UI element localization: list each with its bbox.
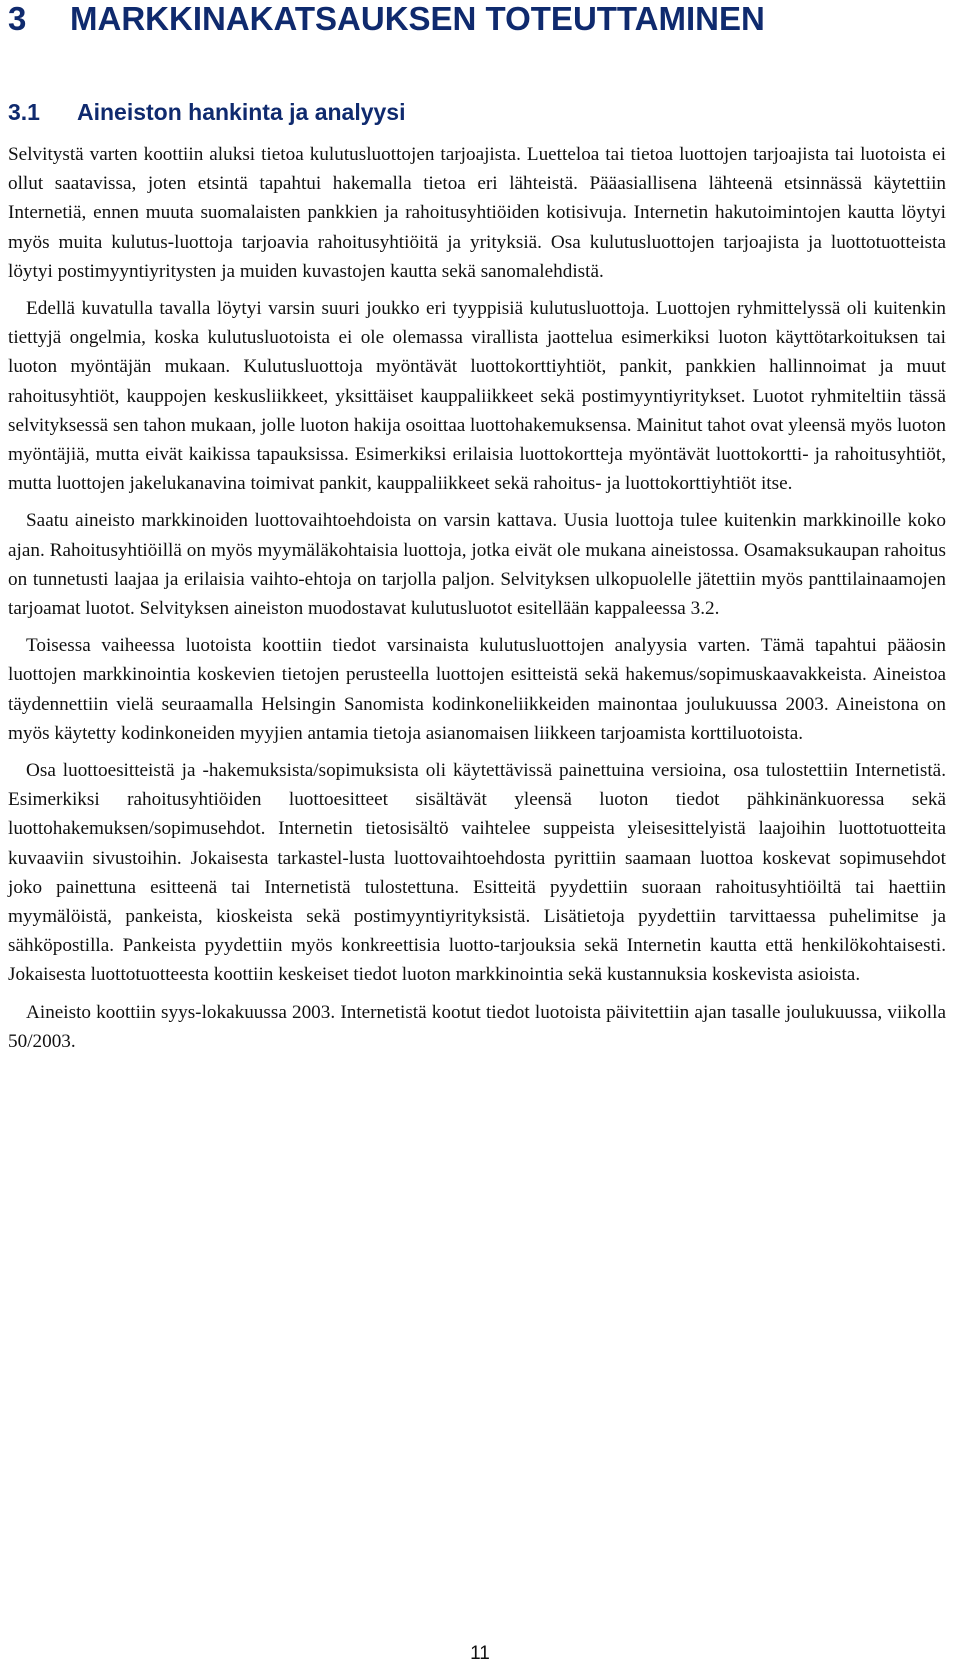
section-title: Aineiston hankinta ja analyysi	[77, 99, 406, 125]
paragraph: Edellä kuvatulla tavalla löytyi varsin suuri joukko eri tyyppisiä kulutusluottoja. Luottojen ryhmittelyssä oli kuitenkin tiettyjä ongelmia, koska kulutusluotoista ei ole olemassa virallista jaottelua esimerkiksi luoton käyttötarkoituksen tai luoton myöntäjän mukaan. Kulutusluottoja myöntävät luottokorttiyhtiöt, pankit, pankkien hallinnoimat ja muut rahoitusyhtiöt, kauppojen keskusliikkeet, yksittäiset kauppaliikkeet sekä postimyyntiyritykset. Luotot ryhmiteltiin tässä selvityksessä sen tahon mukaan, jolle luoton hakija osoittaa luottohakemuksensa. Mainitut tahot ovat yleensä myös luoton myöntäjiä, mutta eivät kaikissa tapauksissa. Esimerkiksi erilaisia luottokortteja myöntävät luottokortti- ja rahoitusyhtiöt, mutta luottojen jakelukanavina toimivat pankit, kauppaliikkeet sekä rahoitus- ja luottokorttiyhtiöt itse.	[8, 298, 946, 495]
paragraph: Aineisto koottiin syys-lokakuussa 2003. Internetistä kootut tiedot luotoista päivitettiin ajan tasalle joulukuussa, viikolla 50/2003.	[8, 1001, 946, 1052]
section-number: 3.1	[8, 99, 40, 125]
page-number: 11	[470, 1643, 490, 1664]
section-heading	[8, 97, 406, 127]
paragraph: Osa luottoesitteistä ja -hakemuksista/sopimuksista oli käytettävissä painettuina versioina, osa tulostettiin Internetistä. Esimerkiksi rahoitusyhtiöiden luottoesitteet sisältävät yleensä luoton tiedot pähkinänkuoressa sekä luottohakemuksen/sopimusehdot. Internetin tietosisältö vaihtelee suppeista yleisesittelyistä laajoihin luottotuotteita kuvaaviin sivustoihin. Jokaisesta tarkastel-lusta luottovaihtoehdosta pyrittiin saamaan luottoa koskevat sopimusehdot joko painettuna esitteenä tai Internetistä tulostettuna. Esitteitä pyydettiin suoraan rahoitusyhtiöiltä tai haettiin myymälöistä, pankeista, kioskeista sekä postimyyntiyrityksistä. Lisätietoja pyydettiin tarvittaessa puhelimitse ja sähköpostilla. Pankeista pyydettiin myös konkreettisia luotto-tarjouksia sekä Internetin kautta että henkilökohtaisesti. Jokaisesta luottotuotteesta koottiin keskeiset tiedot luoton markkinointia sekä kustannuksia koskevista asioista.	[8, 760, 946, 986]
paragraph: Selvitystä varten koottiin aluksi tietoa kulutusluottojen tarjoajista. Luetteloa tai tietoa luottojen tarjoajista tai luotoista ei ollut saatavissa, joten etsintä tapahtui hakemalla tietoa eri lähteistä. Pääasiallisena lähteenä etsinnässä käytettiin Internetiä, ennen muuta suomalaisten pankkien ja rahoitusyhtiöiden kotisivuja. Internetin hakutoimintojen kautta löytyi myös muita kulutus-luottoja tarjoavia rahoitusyhtiöitä ja yrityksiä. Osa kulutusluottojen tarjoajista ja luottotuotteista löytyi postimyyntiyritysten ja muiden kuvastojen kautta sekä sanomalehdistä.	[8, 144, 946, 282]
chapter-title: MARKKINAKATSAUKSEN TOTEUTTAMINEN	[70, 0, 765, 37]
chapter-heading	[8, 0, 765, 38]
chapter-number: 3	[8, 0, 27, 37]
paragraph: Toisessa vaiheessa luotoista koottiin tiedot varsinaista kulutusluottojen analyysia varten. Tämä tapahtui pääosin luottojen markkinointia koskevien tietojen perusteella luottojen esitteistä sekä hakemus/sopimuskaavakkeista. Aineistoa täydennettiin vielä seuraamalla Helsingin Sanomista kodinkoneliikkeiden mainontaa joulukuussa 2003. Aineistona on myös käytetty kodinkoneiden myyjien antamia tietoja asianomaisen liikkeen tarjoamista korttiluotoista.	[8, 635, 946, 744]
paragraph: Saatu aineisto markkinoiden luottovaihtoehdoista on varsin kattava. Uusia luottoja tulee kuitenkin markkinoille koko ajan. Rahoitusyhtiöillä on myös myymäläkohtaisia luottoja, jotka eivät ole mukana aineistossa. Osamaksukaupan rahoitus on tunnetusti laajaa ja erilaisia vaihto-ehtoja on tarjolla paljon. Selvityksen ulkopuolelle jätettiin myös panttilainaamojen tarjoamat luotot. Selvityksen aineiston muodostavat kulutusluotot esitellään kappaleessa 3.2.	[8, 510, 946, 620]
body-text	[8, 140, 946, 1064]
